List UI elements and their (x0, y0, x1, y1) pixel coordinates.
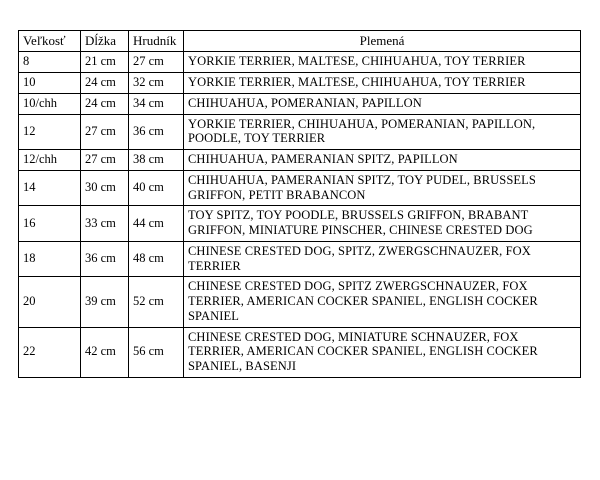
table-row (19, 327, 581, 377)
cell-length: 42 cm (81, 327, 129, 377)
cell-size: 22 (19, 327, 81, 377)
cell-breeds: CHINESE CRESTED DOG, MINIATURE SCHNAUZER, FOX TERRIER, AMERICAN COCKER SPANIEL, ENGLISH COCKER SPANIEL, BASENJI (184, 327, 581, 377)
table-header (19, 31, 581, 52)
table-row (19, 73, 581, 94)
table-header-row (19, 31, 581, 52)
cell-length: 39 cm (81, 277, 129, 327)
cell-length: 21 cm (81, 52, 129, 73)
table-row (19, 170, 581, 206)
table-row (19, 93, 581, 114)
cell-chest: 40 cm (129, 170, 184, 206)
cell-breeds: CHINESE CRESTED DOG, SPITZ, ZWERGSCHNAUZER, FOX TERRIER (184, 241, 581, 277)
size-table (18, 30, 581, 378)
cell-size: 12 (19, 114, 81, 150)
cell-length: 33 cm (81, 206, 129, 242)
cell-chest: 44 cm (129, 206, 184, 242)
cell-chest: 52 cm (129, 277, 184, 327)
table-row (19, 114, 581, 150)
cell-breeds: CHIHUAHUA, PAMERANIAN SPITZ, PAPILLON (184, 150, 581, 171)
table-row (19, 150, 581, 171)
cell-breeds: CHINESE CRESTED DOG, SPITZ ZWERGSCHNAUZER, FOX TERRIER, AMERICAN COCKER SPANIEL, ENGLISH COCKER SPANIEL (184, 277, 581, 327)
cell-breeds: CHIHUAHUA, POMERANIAN, PAPILLON (184, 93, 581, 114)
cell-size: 12/chh (19, 150, 81, 171)
cell-size: 10 (19, 73, 81, 94)
cell-size: 16 (19, 206, 81, 242)
column-header-length: Dĺžka (81, 31, 129, 52)
table-row (19, 206, 581, 242)
cell-length: 30 cm (81, 170, 129, 206)
cell-chest: 36 cm (129, 114, 184, 150)
cell-breeds: YORKIE TERRIER, MALTESE, CHIHUAHUA, TOY TERRIER (184, 73, 581, 94)
cell-size: 18 (19, 241, 81, 277)
cell-chest: 38 cm (129, 150, 184, 171)
size-table-container (18, 30, 580, 378)
table-row (19, 277, 581, 327)
cell-breeds: YORKIE TERRIER, MALTESE, CHIHUAHUA, TOY TERRIER (184, 52, 581, 73)
cell-size: 8 (19, 52, 81, 73)
cell-length: 24 cm (81, 93, 129, 114)
cell-breeds: YORKIE TERRIER, CHIHUAHUA, POMERANIAN, PAPILLON, POODLE, TOY TERRIER (184, 114, 581, 150)
cell-breeds: TOY SPITZ, TOY POODLE, BRUSSELS GRIFFON, BRABANT GRIFFON, MINIATURE PINSCHER, CHINESE CRESTED DOG (184, 206, 581, 242)
table-row (19, 241, 581, 277)
cell-length: 36 cm (81, 241, 129, 277)
cell-chest: 56 cm (129, 327, 184, 377)
column-header-breeds: Plemená (184, 31, 581, 52)
cell-size: 20 (19, 277, 81, 327)
column-header-size: Veľkosť (19, 31, 81, 52)
cell-size: 14 (19, 170, 81, 206)
cell-breeds: CHIHUAHUA, PAMERANIAN SPITZ, TOY PUDEL, BRUSSELS GRIFFON, PETIT BRABANCON (184, 170, 581, 206)
cell-chest: 34 cm (129, 93, 184, 114)
cell-chest: 27 cm (129, 52, 184, 73)
cell-length: 24 cm (81, 73, 129, 94)
cell-chest: 48 cm (129, 241, 184, 277)
column-header-chest: Hrudník (129, 31, 184, 52)
table-row (19, 52, 581, 73)
cell-length: 27 cm (81, 114, 129, 150)
cell-length: 27 cm (81, 150, 129, 171)
table-body (19, 52, 581, 378)
cell-chest: 32 cm (129, 73, 184, 94)
cell-size: 10/chh (19, 93, 81, 114)
